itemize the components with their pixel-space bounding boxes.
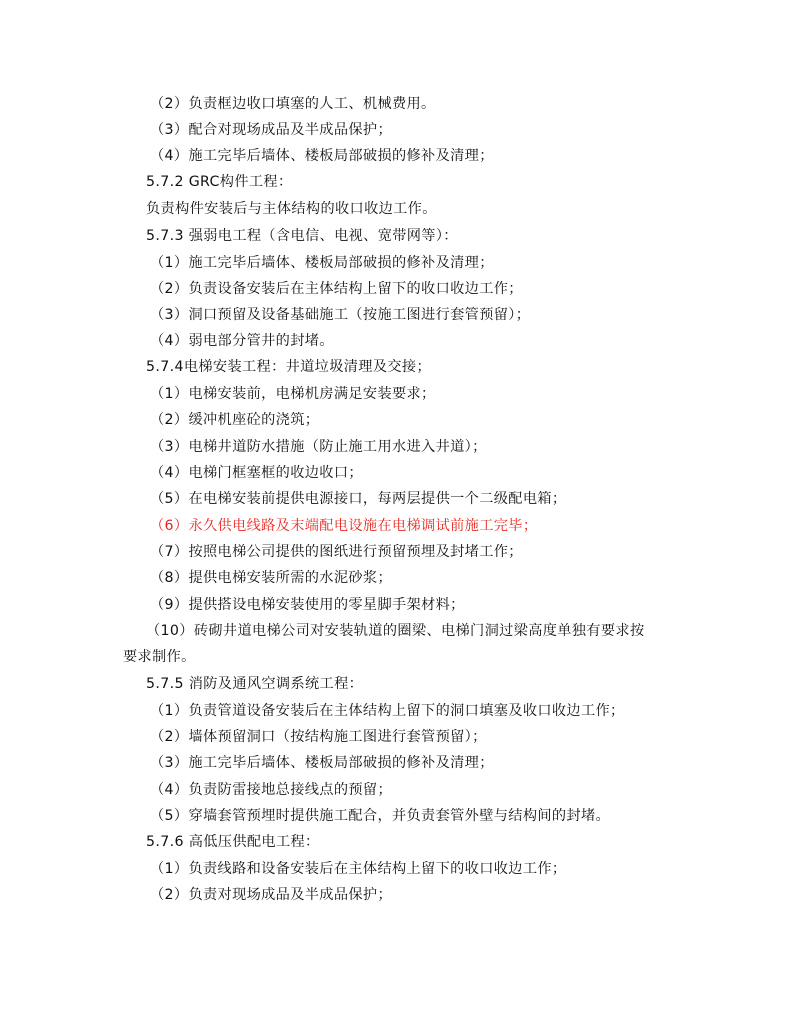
section-heading: 5.7.5 消防及通风空调系统工程： [146, 676, 364, 692]
text-line: 负责构件安装后与主体结构的收口收边工作。 [146, 201, 437, 217]
text-line: （2）缓冲机座砼的浇筑； [150, 412, 320, 428]
text-line: （1）施工完毕后墙体、楼板局部破损的修补及清理； [150, 255, 494, 271]
text-line: （7）按照电梯公司提供的图纸进行预留预埋及封堵工作； [150, 544, 523, 560]
section-heading: 5.7.3 强弱电工程（含电信、电视、宽带网等）： [146, 228, 458, 244]
text-line: （3）洞口预留及设备基础施工（按施工图进行套管预留）； [150, 307, 531, 323]
text-line: （3）配合对现场成品及半成品保护； [150, 122, 392, 138]
text-line: （4）弱电部分管井的封堵。 [150, 333, 334, 349]
text-line: （4）电梯门框塞框的收边收口； [150, 465, 363, 481]
text-line: （8）提供电梯安装所需的水泥砂浆； [150, 570, 392, 586]
text-line: （1）负责管道设备安装后在主体结构上留下的洞口填塞及收口收边工作； [150, 703, 625, 719]
text-line: （5）在电梯安装前提供电源接口，每两层提供一个二级配电箱； [150, 491, 567, 507]
text-line: （1）电梯安装前，电梯机房满足安装要求； [150, 386, 436, 402]
text-line: （2）墙体预留洞口（按结构施工图进行套管预留）； [150, 729, 487, 745]
section-heading: 5.7.2 GRC构件工程： [146, 174, 293, 190]
text-line: （1）负责线路和设备安装后在主体结构上留下的收口收边工作； [150, 861, 567, 877]
section-heading: 5.7.6 高低压供配电工程： [146, 834, 320, 850]
text-line: （3）施工完毕后墙体、楼板局部破损的修补及清理； [150, 755, 494, 771]
text-line: （3）电梯井道防水措施（防止施工用水进入井道）； [150, 439, 487, 455]
text-line: （5）穿墙套管预埋时提供施工配合，并负责套管外壁与结构间的封堵。 [150, 808, 611, 824]
text-line: （2）负责设备安装后在主体结构上留下的收口收边工作； [150, 281, 523, 297]
text-line: （4）负责防雷接地总接线点的预留； [150, 782, 392, 798]
text-line: （2）负责框边收口填塞的人工、机械费用。 [150, 96, 436, 112]
section-heading: 5.7.4电梯安装工程：井道垃圾清理及交接； [146, 359, 431, 375]
text-line: （2）负责对现场成品及半成品保护； [150, 887, 392, 903]
text-line: （9）提供搭设电梯安装使用的零星脚手架材料； [150, 597, 465, 613]
highlighted-text-line: （6）永久供电线路及末端配电设施在电梯调试前施工完毕； [150, 518, 538, 534]
text-line: （4）施工完毕后墙体、楼板局部破损的修补及清理； [150, 148, 494, 164]
text-line: （10）砖砌井道电梯公司对安装轨道的圈梁、电梯门洞过梁高度单独有要求按 [146, 623, 645, 639]
text-line: 要求制作。 [123, 649, 196, 665]
